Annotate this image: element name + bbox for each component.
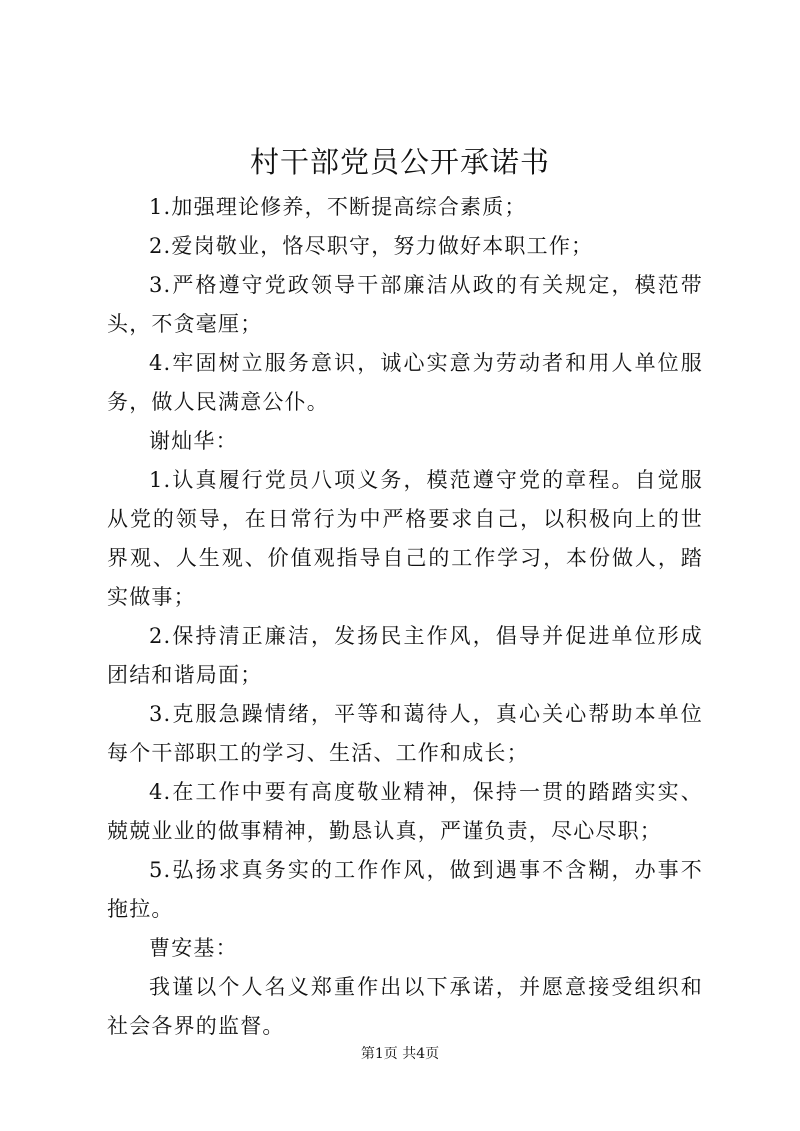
page-number-footer: 第1页 共4页 (360, 1046, 440, 1062)
paragraph-xie-5: 5.弘扬求真务实的工作作风，做到遇事不含糊，办事不拖拉。 (107, 858, 703, 921)
paragraph-xie-2: 2.保持清正廉洁，发扬民主作风，倡导并促进单位形成团结和谐局面； (107, 624, 703, 687)
paragraph-commitment-4: 4.牢固树立服务意识，诚心实意为劳动者和用人单位服务，做人民满意公仆。 (107, 351, 703, 414)
signer-name-cao: 曹安基： (149, 936, 238, 960)
document-title: 村干部党员公开承诺书 (249, 145, 550, 179)
document-body (107, 188, 703, 1046)
paragraph-xie-4: 4.在工作中要有高度敬业精神，保持一贯的踏踏实实、兢兢业业的做事精神，勤恳认真，严谨负责，尽心尽职； (107, 780, 703, 843)
paragraph-commitment-1: 1.加强理论修养，不断提高综合素质； (149, 195, 527, 219)
paragraph-commitment-3: 3.严格遵守党政领导干部廉洁从政的有关规定，模范带头，不贪毫厘； (107, 273, 703, 336)
paragraph-xie-3: 3.克服急躁情绪，平等和蔼待人，真心关心帮助本单位每个干部职工的学习、生活、工作和成长； (107, 702, 703, 765)
paragraph-cao-1: 我谨以个人名义郑重作出以下承诺，并愿意接受组织和社会各界的监督。 (107, 975, 703, 1038)
signer-name-xie: 谢灿华： (149, 429, 238, 453)
paragraph-xie-1: 1.认真履行党员八项义务，模范遵守党的章程。自觉服从党的领导，在日常行为中严格要求自己，以积极向上的世界观、人生观、价值观指导自己的工作学习，本份做人，踏实做事； (107, 468, 703, 609)
paragraph-commitment-2: 2.爱岗敬业，恪尽职守，努力做好本职工作； (149, 234, 594, 258)
